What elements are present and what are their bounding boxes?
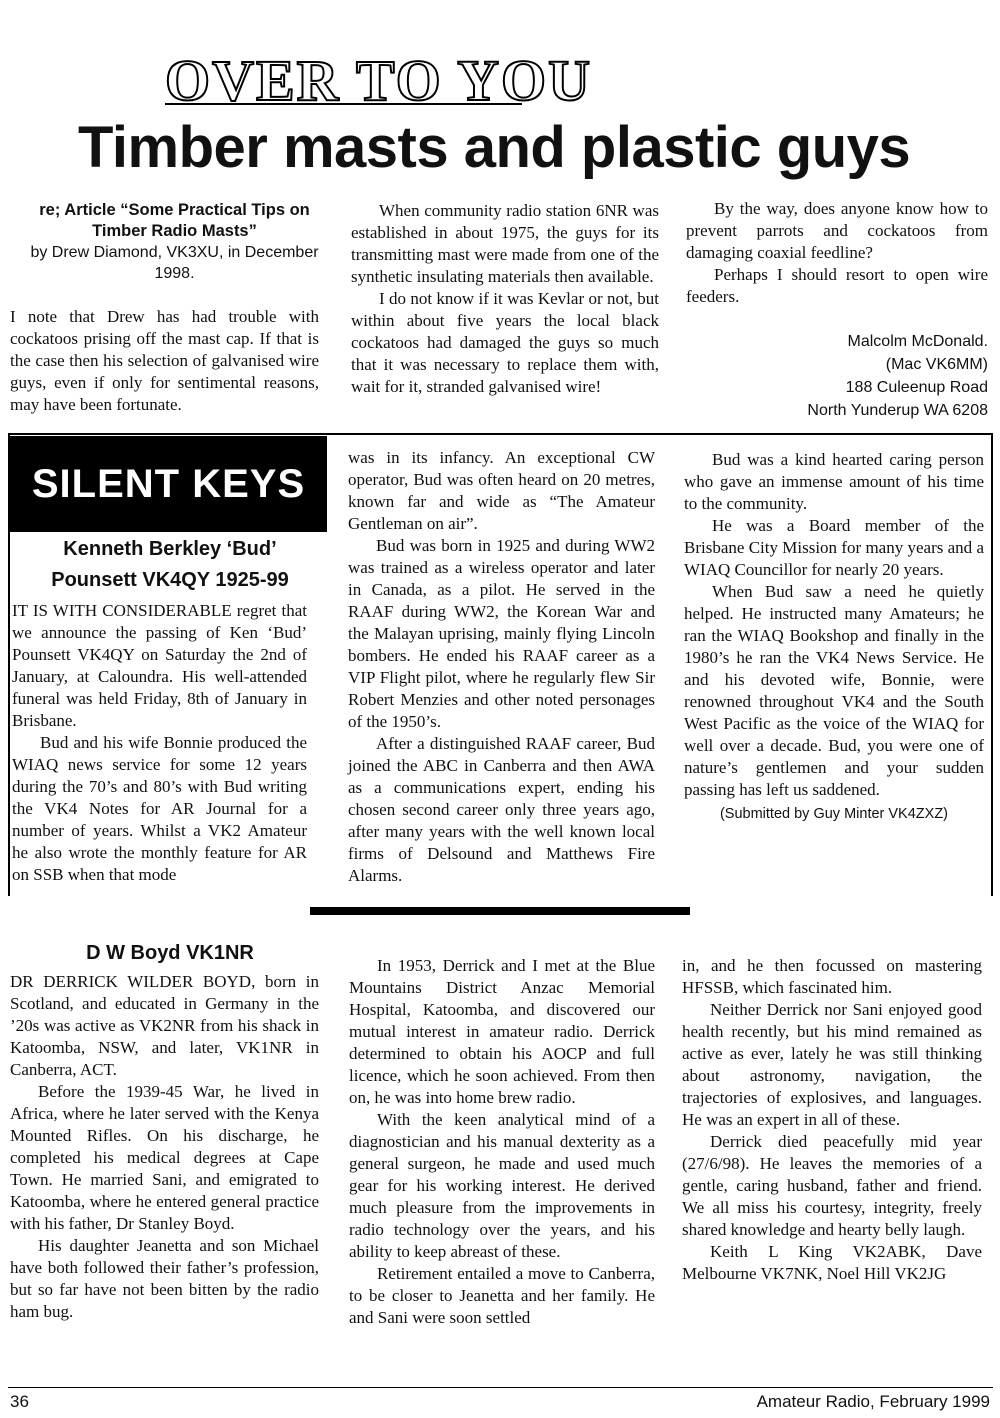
footer-rule: [8, 1387, 993, 1388]
obituary-signoff: Keith L King VK2ABK, Dave Melbourne VK7NK, Noel Hill VK2JG: [682, 1242, 982, 1283]
obituary-paragraph: DR DERRICK WILDER BOYD, born in Scotland, and educated in Germany in the ’20s was active as VK2NR from his shack in Katoomba, NSW, and later, VK1NR in Canberra, ACT.: [10, 972, 319, 1079]
letter-column-2: [351, 200, 659, 398]
obituary-1-column-3: [684, 449, 984, 825]
silent-keys-banner: SILENT KEYS: [10, 436, 327, 532]
section-logo-underline: [165, 103, 522, 105]
obituary-1-name: [20, 534, 320, 596]
byline: by Drew Diamond, VK3XU, in December 1998.: [30, 244, 319, 282]
obituary-paragraph: IT IS WITH CONSIDERABLE regret that we announce the passing of Ken ‘Bud’ Pounsett VK4QY on Saturday the 2nd of January, at Caloundra. His well-attended funeral was held Friday, 8th of January in Brisbane.: [12, 601, 307, 730]
obituary-credit: (Submitted by Guy Minter VK4ZXZ): [719, 806, 949, 822]
obituary-paragraph: In 1953, Derrick and I met at the Blue Mountains District Anzac Memorial Hospital, Katoomba, and discovered our mutual interest in amateur radio. Derrick determined to obtain his AOCP and full licence, which he soon achieved. From then on, he was into home brew radio.: [349, 956, 655, 1107]
obituary-paragraph: Bud and his wife Bonnie produced the WIAQ news service for some 12 years during the 70’s and 80’s with Bud writing the VK4 Notes for AR Journal for a number of years. Whilst a VK2 Amateur he also wrote the monthly feature for AR on SSB when that mode: [12, 733, 307, 884]
article-title: Timber masts and plastic guys: [78, 115, 911, 180]
letter-paragraph: Perhaps I should resort to open wire feeders.: [686, 265, 988, 306]
obituary-2-column-3: [682, 955, 982, 1285]
obituary-paragraph: Neither Derrick nor Sani enjoyed good health recently, but his mind remained as active as ever, lately he was still thinking about astronomy, navigation, the trajectories of explosives, and languages. He was an expert in all of these.: [682, 1000, 982, 1129]
obituary-1-column-2: [348, 447, 655, 887]
obituary-divider: [310, 907, 690, 915]
letter-paragraph: I do not know if it was Kevlar or not, but within about five years the local black cockatoos had damaged the guys so much that it was necessary to replace them with, wait for it, stranded galvanised wire!: [351, 289, 659, 396]
obituary-2-column-1: [10, 971, 319, 1323]
letter-column-1: [10, 200, 319, 416]
signature-town: North Yunderup WA 6208: [807, 402, 988, 419]
obituary-paragraph: Bud was born in 1925 and during WW2 was trained as a wireless operator and later in Canada, as a pilot. He served in the RAAF during WW2, the Korean War and the Malayan uprising, mainly flying Lincoln bombers. He ended his RAAF career as a VIP Flight pilot, where he regularly flew Sir Robert Menzies and other noted personages of the 1950’s.: [348, 536, 655, 731]
obituary-paragraph: Before the 1939-45 War, he lived in Africa, where he later served with the Kenya Mounted Rifles. On his discharge, he completed his medical degrees at Cape Town. He married Sani, and emigrated to Katoomba, where he entered general practice with his father, Dr Stanley Boyd.: [10, 1082, 319, 1233]
letter-paragraph: By the way, does anyone know how to prevent parrots and cockatoos from damaging coaxial feedline?: [686, 199, 988, 262]
re-heading: re; Article “Some Practical Tips on Timber Radio Masts”: [39, 201, 310, 240]
letter-signature: [700, 330, 988, 422]
obituary-1-name-line1: Kenneth Berkley ‘Bud’: [63, 538, 277, 560]
obituary-paragraph: After a distinguished RAAF career, Bud joined the ABC in Canberra and then AWA as a communications expert, ending his chosen second career only three years ago, after many years with the well known local firms of Delsound and Matthews Fire Alarms.: [348, 734, 655, 885]
obituary-paragraph: Retirement entailed a move to Canberra, to be closer to Jeanetta and her family. He and Sani were soon settled: [349, 1264, 655, 1327]
signature-name: Malcolm McDonald.: [847, 333, 988, 350]
signature-callsign: (Mac VK6MM): [885, 356, 988, 373]
page-number: 36: [10, 1392, 29, 1411]
letter-paragraph: I note that Drew has had trouble with cockatoos prising off the mast cap. If that is the case then his selection of galvanised wire guys, even if only for sentimental reasons, may have been fortunate.: [10, 307, 319, 414]
obituary-1-column-1: [12, 600, 307, 886]
obituary-2-column-2: [349, 955, 655, 1329]
obituary-1-name-line2: Pounsett VK4QY 1925-99: [51, 569, 289, 591]
publication-line: Amateur Radio, February 1999: [756, 1392, 990, 1411]
obituary-paragraph: He was a Board member of the Brisbane City Mission for many years and a WIAQ Councillor for nearly 20 years.: [684, 516, 984, 579]
letter-column-3: [686, 198, 988, 308]
obituary-paragraph: His daughter Jeanetta and son Michael have both followed their father’s profession, but so far have not been bitten by the radio ham bug.: [10, 1236, 319, 1321]
obituary-paragraph: When Bud saw a need he quietly helped. He instructed many Amateurs; he ran the WIAQ Bookshop and finally in the 1980’s he ran the VK4 News Service. He and his devoted wife, Bonnie, were renowned throughout VK4 and the South West Pacific as the voice of the WIAQ for well over a decade. Bud, you were one of nature’s gentlemen and your sudden passing has left us saddened.: [684, 582, 984, 799]
obituary-2-name: D W Boyd VK1NR: [86, 942, 254, 964]
letter-paragraph: When community radio station 6NR was established in about 1975, the guys for its transmitting mast were made from one of the synthetic insulating materials then available.: [351, 201, 659, 286]
obituary-paragraph: was in its infancy. An exceptional CW operator, Bud was often heard on 20 metres, known far and wide as “The Amateur Gentleman on air”.: [348, 448, 655, 533]
obituary-paragraph: Derrick died peacefully mid year (27/6/98). He leaves the memories of a gentle, caring husband, father and friend. We all miss his courtesy, integrity, freely shared knowledge and hearty belly laugh.: [682, 1132, 982, 1239]
silent-keys-frame-right: [991, 433, 993, 896]
obituary-paragraph: With the keen analytical mind of a diagnostician and his manual dexterity as a general surgeon, he made and used much gear for his working interest. He derived much pleasure from the improvements in radio technology over the years, and his ability to keep abreast of these.: [349, 1110, 655, 1261]
obituary-paragraph: Bud was a kind hearted caring person who gave an immense amount of his time to the community.: [684, 450, 984, 513]
obituary-paragraph: in, and he then focussed on mastering HFSSB, which fascinated him.: [682, 956, 982, 997]
section-logo: OVER TO YOU: [165, 48, 593, 113]
silent-keys-frame-top: [8, 433, 993, 435]
signature-street: 188 Culeenup Road: [845, 379, 988, 396]
